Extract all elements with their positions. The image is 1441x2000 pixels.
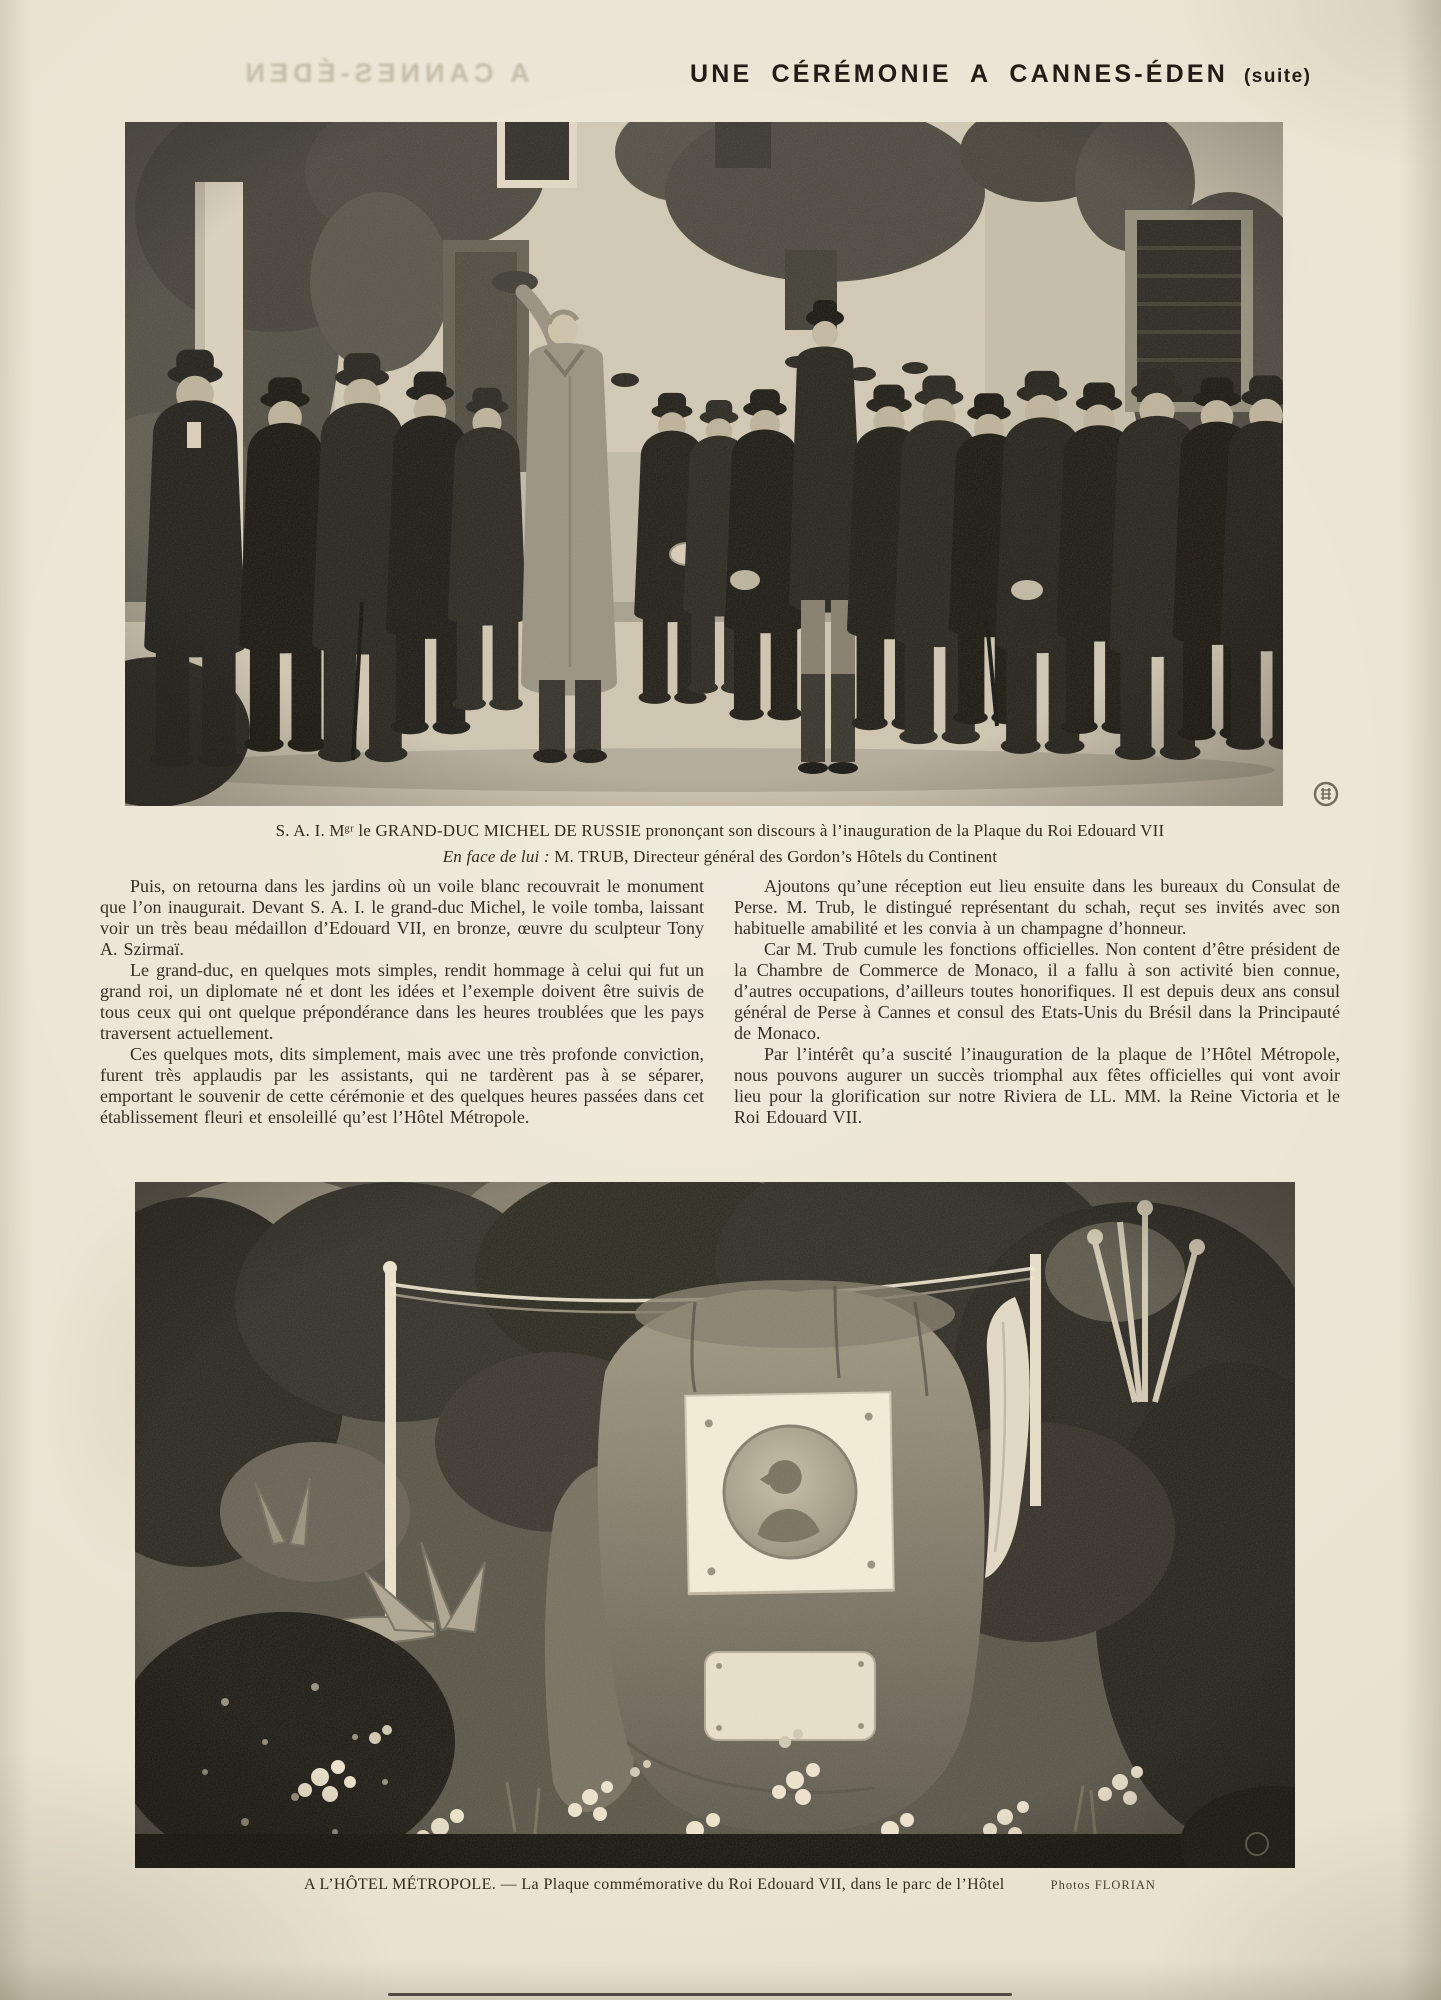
page-title: UNE CÉRÉMONIE A CANNES-ÉDEN (690, 60, 1228, 88)
photographer-stamp-icon (1312, 780, 1340, 808)
plaque-photo (135, 1182, 1295, 1868)
paragraph: Car M. Trub cumule les fonctions officielles. Non content d’être président de la Chambre de Commerce de Monaco, il a fallu à son activité bien connue, d’autres occupations, d’ailleurs toutes honorifiques. Il est depuis deux ans consul général de Perse à Cannes et consul des Etats-Unis du Brésil dans la Principauté de Monaco. (734, 939, 1340, 1043)
paragraph: Ajoutons qu’une réception eut lieu ensuite dans les bureaux du Consulat de Perse. M. Trub, le distingué représentant du schah, reçut ses invités avec son habituelle amabilité et les convia à un champagne d’honneur. (734, 876, 1340, 938)
page-title-suffix: (suite) (1243, 66, 1312, 87)
photo-vignette (125, 122, 1283, 806)
ceremony-photo (125, 122, 1283, 806)
photo-credit: Photos FLORIAN (1050, 1878, 1156, 1892)
plaque-photo-illustration (135, 1182, 1295, 1868)
show-through-ghost-title: A CANNES-ÉDEN (240, 58, 530, 88)
page-header (690, 60, 1312, 89)
paragraph: Puis, on retourna dans les jardins où un voile blanc recouvrait le monument que l’on inaugurait. Devant S. A. I. le grand-duc Michel, le voile tomba, laissant voir un très beau médaillon d’Edouard VII, en bronze, œuvre du sculpteur Tony A. Szirmaï. (100, 876, 704, 959)
photo1-caption-line2-lead: En face de lui : (442, 847, 550, 866)
page-bottom-rule (388, 1993, 1012, 1996)
ceremony-photo-illustration (125, 122, 1283, 806)
photo1-caption (130, 818, 1310, 870)
article-column-right (734, 876, 1340, 1128)
photo2-caption-row (135, 1876, 1325, 1894)
article-column-left (100, 876, 704, 1128)
photo-vignette (135, 1182, 1295, 1868)
paragraph: Ces quelques mots, dits simplement, mais avec une très profonde conviction, furent très applaudis par les assistants, qui ne tardèrent pas à se séparer, emportant le souvenir de cette cérémonie et des quelques heures passées dans cet établissement fleuri et ensoleillé qu’est l’Hôtel Métropole. (100, 1044, 704, 1127)
paragraph: Par l’intérêt qu’a suscité l’inauguration de la plaque de l’Hôtel Métropole, nous pouvons augurer un succès triomphal aux fêtes officielles qui vont avoir lieu pour la glorification sur notre Riviera de LL. MM. la Reine Victoria et le Roi Edouard VII. (734, 1044, 1340, 1127)
photo1-caption-line2-rest: M. TRUB, Directeur général des Gordon’s Hôtels du Continent (549, 847, 998, 866)
paragraph: Le grand-duc, en quelques mots simples, rendit hommage à celui qui fut un grand roi, un diplomate né et dont les idées et l’exemple doivent être suivis de tous ceux qui ont quelque prépondérance dans les heures troublées que les pays traversent actuellement. (100, 960, 704, 1043)
photo1-caption-line2 (130, 844, 1310, 870)
photo2-caption: A L’HÔTEL MÉTROPOLE. — La Plaque commémorative du Roi Edouard VII, dans le parc de l’Hôtel (304, 1876, 1005, 1893)
photo1-caption-line1: S. A. I. Mᵍʳ le GRAND-DUC MICHEL DE RUSSIE prononçant son discours à l’inauguration de la Plaque du Roi Edouard VII (275, 821, 1165, 840)
